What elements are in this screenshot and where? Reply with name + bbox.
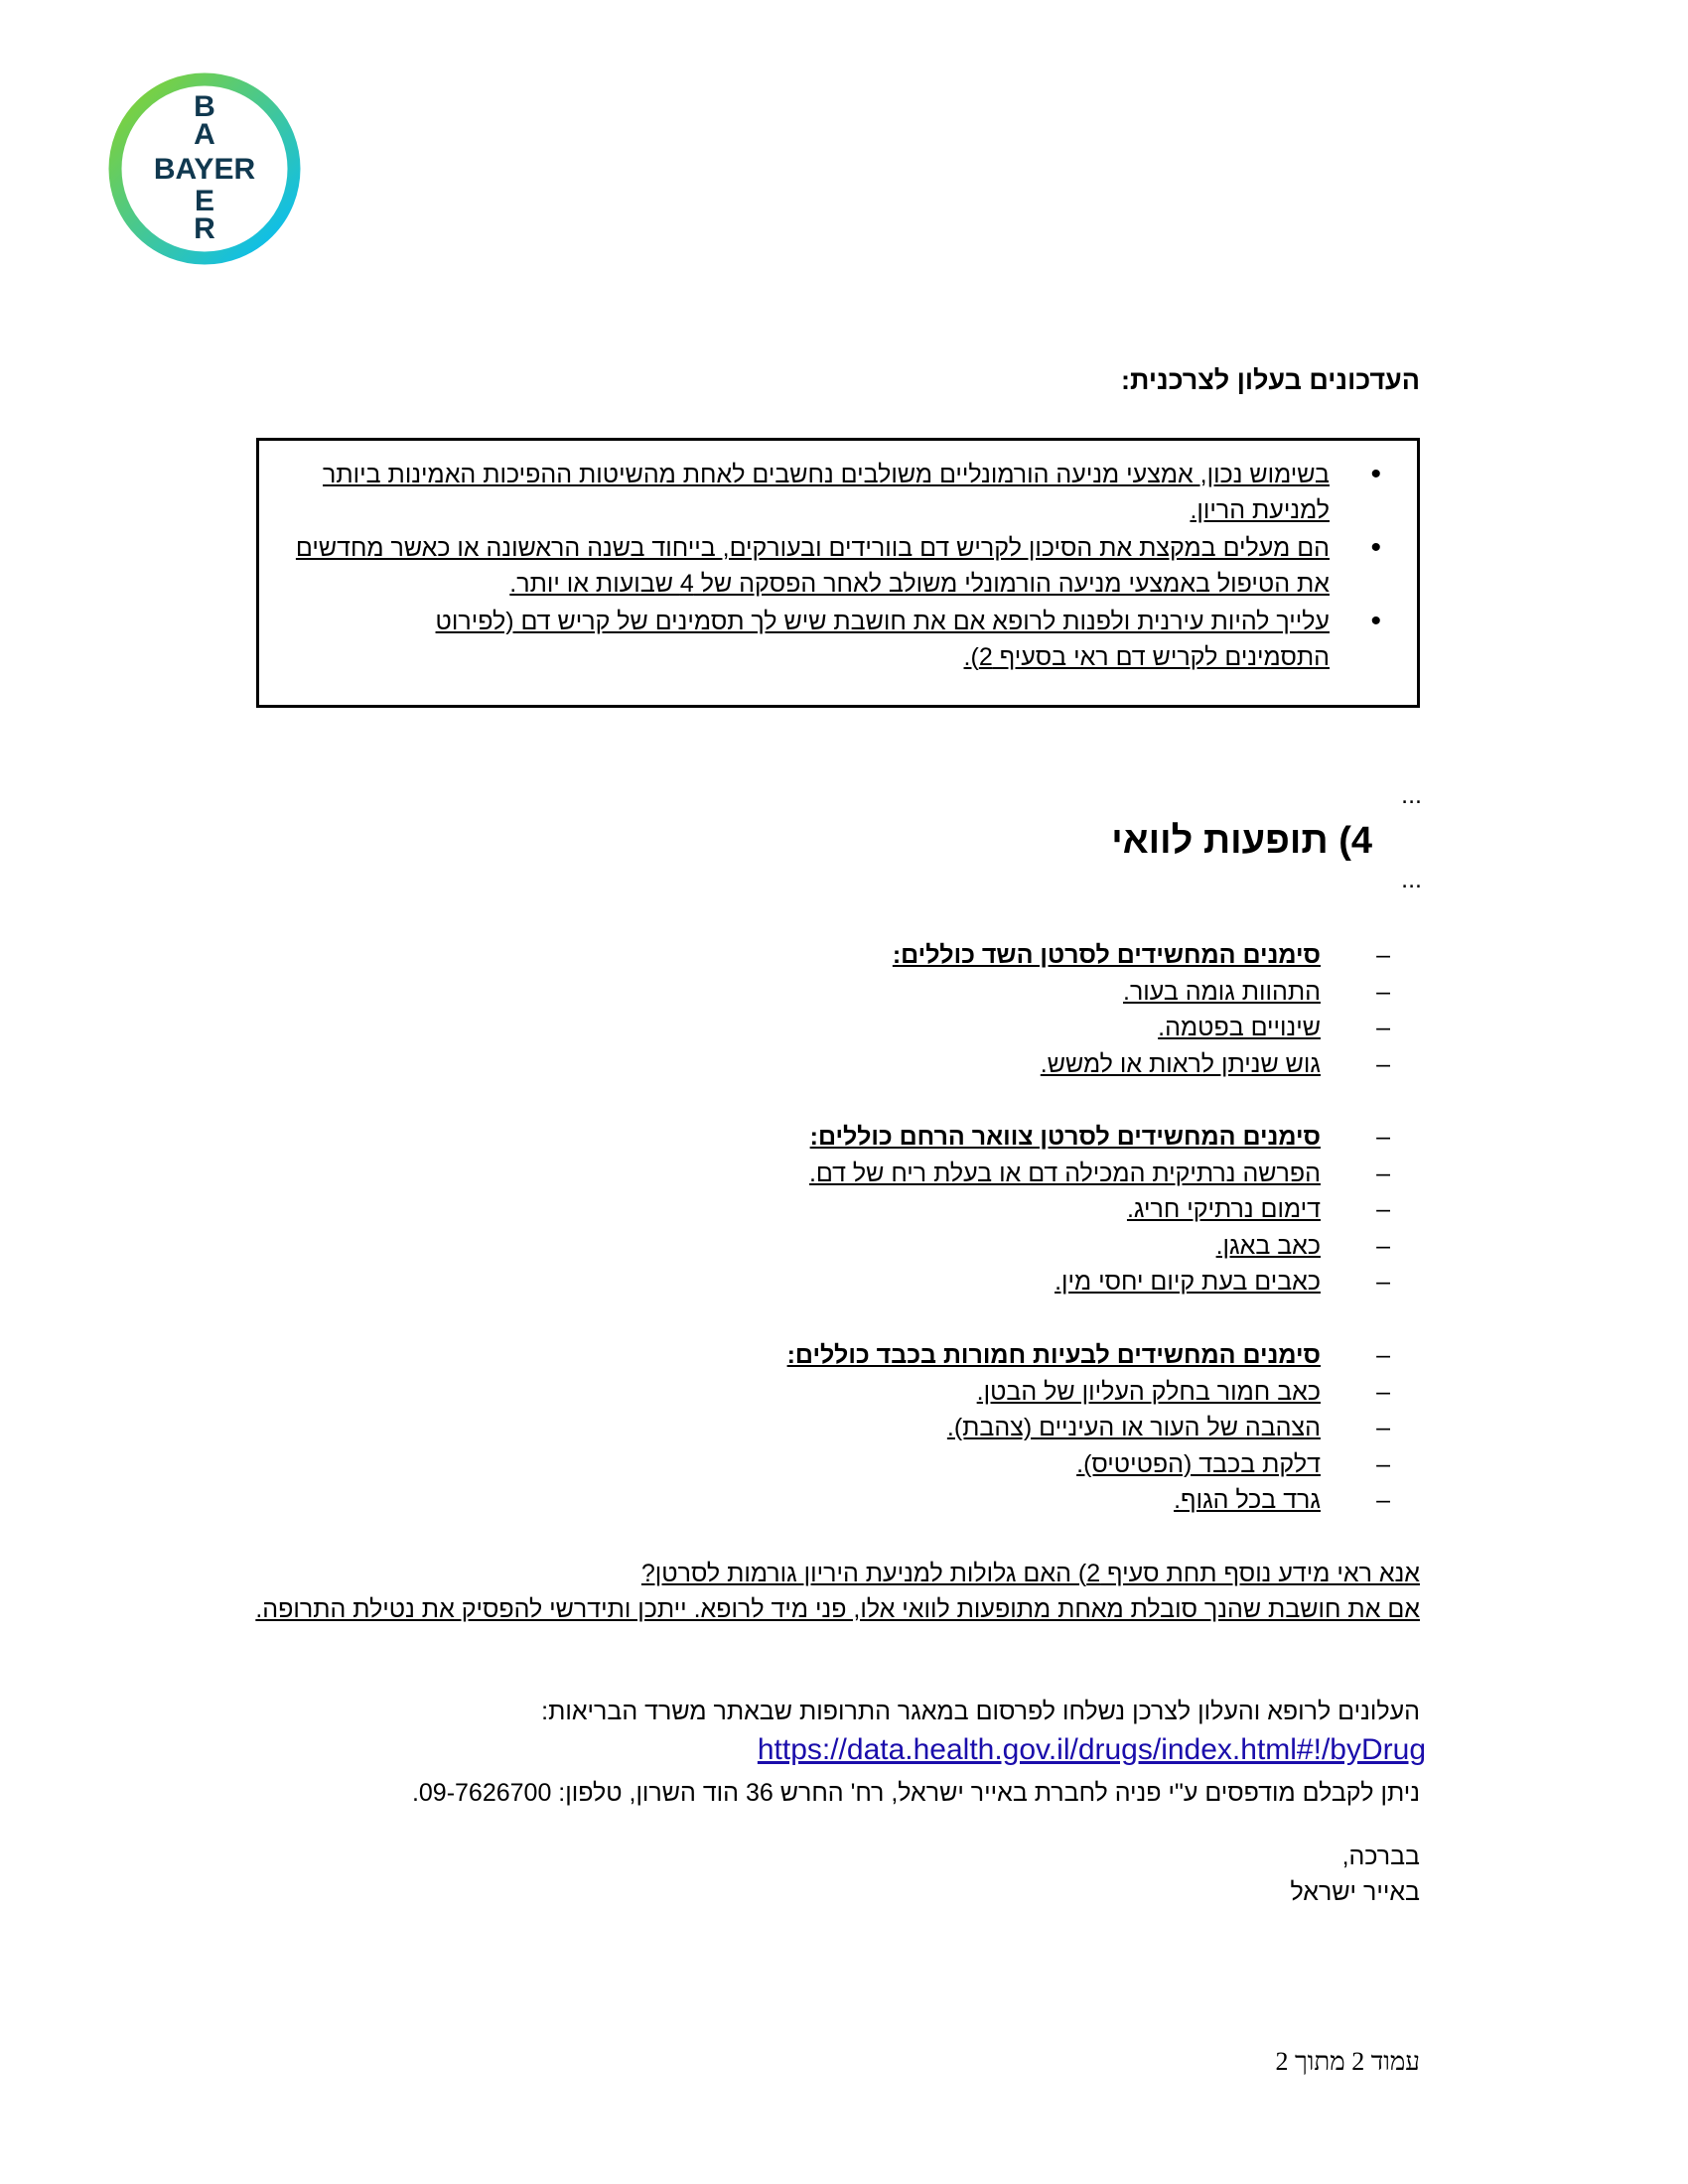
cervical-cancer-signs	[496, 1119, 1390, 1300]
print-note: ניתן לקבלם מודפסים ע"י פניה לחברת באייר ישראל, רח' החרש 36 הוד השרון, טלפון: 09-7626700.	[411, 1779, 1420, 1807]
logo-letter-b: B	[194, 90, 215, 123]
list-item: – כאב חמור בחלק העליון של הבטן.	[496, 1374, 1390, 1411]
list-item: – שינויים בפטמה.	[496, 1010, 1390, 1046]
updates-heading: העדכונים בעלון לצרכנית:	[1121, 365, 1420, 395]
list-item: – גוש שניתן לראות או למשש.	[496, 1046, 1390, 1083]
key-points-box	[256, 438, 1420, 708]
key-points-list	[277, 457, 1389, 677]
signature: באייר ישראל	[1290, 1878, 1420, 1906]
publication-note: העלונים לרופא והעלון לצרכן נשלחו לפרסום במאגר התרופות שבאתר משרד הבריאות:	[541, 1698, 1420, 1725]
list-item: – התהוות גומה בעור.	[496, 974, 1390, 1011]
warning-text: אם את חושבת שהנך סובלת מאחת מתופעות לוואי אלו, פני מיד לרופא. ייתכן ותידרשי להפסיק את נטילת התרופה.	[255, 1595, 1420, 1623]
info-line: אנא ראי מידע נוסף תחת סעיף 2) האם גלולות למניעת היריון גורמות לסרטן?	[640, 1560, 1420, 1587]
liver-problem-signs	[496, 1337, 1390, 1519]
drugs-database-link[interactable]: https://data.health.gov.il/drugs/index.html#!/byDrug	[757, 1733, 1426, 1766]
logo-letter-e: E	[194, 185, 215, 217]
key-point: • עלייך להיות עירנית ולפנות לרופא אם את חושבת שיש לך תסמינים של קריש דם (לפירוט התסמינים לקריש דם ראי בסעיף 2).	[277, 604, 1389, 675]
list-item: – כאבים בעת קיום יחסי מין.	[496, 1264, 1390, 1300]
key-point: • הם מעלים במקצת את הסיכון לקריש דם בוורידים ובעורקים, בייחוד בשנה הראשונה או כאשר מחדשים את הטיפול באמצעי מניעה הורמונלי משולב לאחר הפסקה של 4 שבועות או יותר.	[277, 530, 1389, 602]
list-item: – כאב באגן.	[496, 1228, 1390, 1265]
group-title: – סימנים המחשידים לבעיות חמורות בכבד כוללים:	[496, 1337, 1390, 1374]
group-title: – סימנים המחשידים לסרטן השד כוללים:	[496, 937, 1390, 974]
ellipsis-bottom: ...	[1401, 866, 1422, 893]
list-item: – הצהבה של העור או העיניים (צהבת).	[496, 1410, 1390, 1446]
logo-letter-a: A	[194, 118, 215, 151]
list-item: – גרד בכל הגוף.	[496, 1482, 1390, 1519]
logo-letter-r: R	[194, 212, 215, 245]
bayer-logo	[107, 71, 302, 266]
signoff: בברכה,	[1341, 1843, 1420, 1870]
group-title: – סימנים המחשידים לסרטן צוואר הרחם כוללים:	[496, 1119, 1390, 1156]
breast-cancer-signs	[496, 937, 1390, 1082]
ellipsis-top: ...	[1401, 781, 1422, 809]
page-number: עמוד 2 מתוך 2	[1275, 2047, 1420, 2076]
list-item: – הפרשה נרתיקית המכילה דם או בעלת ריח של דם.	[496, 1156, 1390, 1192]
list-item: – דלקת בכבד (הפטיטיס).	[496, 1446, 1390, 1483]
list-item: – דימום נרתיקי חריג.	[496, 1191, 1390, 1228]
logo-wordmark: BAYER	[153, 153, 256, 186]
key-point: • בשימוש נכון, אמצעי מניעה הורמונליים משולבים נחשבים לאחת מהשיטות ההפיכות האמינות ביותר למניעת הריון.	[277, 457, 1389, 528]
section-title: 4) תופעות לוואי	[1111, 820, 1372, 862]
